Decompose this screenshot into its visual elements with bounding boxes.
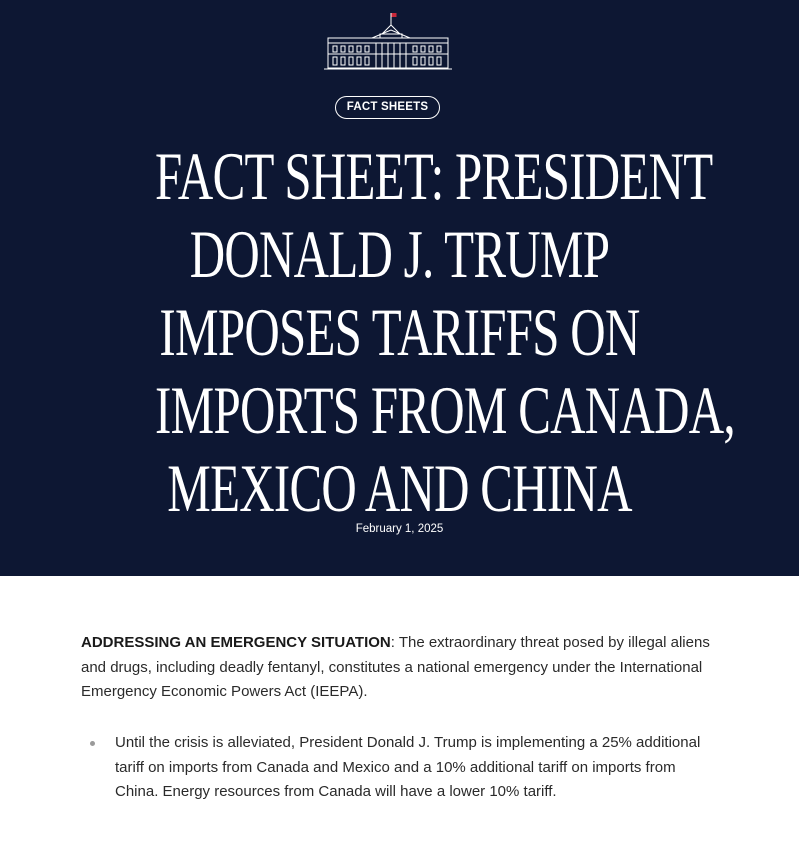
bullet-text: Until the crisis is alleviated, President Donald J. Trump is implementing a 25% additional tariff on imports from Canada and Mexico and a 10% additional tariff on imports from China. Energy resources from Canada will have a lower 10% tariff. <box>115 734 701 800</box>
title-line: IMPORTS FROM CANADA, <box>155 372 735 448</box>
page-title <box>155 137 735 527</box>
title-line: IMPOSES TARIFFS ON <box>159 294 640 370</box>
fact-sheets-category-link[interactable]: FACT SHEETS <box>335 96 440 119</box>
title-line: DONALD J. TRUMP <box>189 216 610 292</box>
intro-paragraph <box>81 631 721 705</box>
publish-date: February 1, 2025 <box>355 523 444 535</box>
white-house-logo-icon[interactable] <box>324 10 452 72</box>
title-line: MEXICO AND CHINA <box>167 450 632 526</box>
bullet-list <box>90 731 710 805</box>
title-line: FACT SHEET: PRESIDENT <box>155 138 713 214</box>
bullet-icon <box>90 741 95 746</box>
intro-heading: ADDRESSING AN EMERGENCY SITUATION <box>81 634 391 651</box>
list-item <box>90 731 710 805</box>
intro-text: : The extraordinary threat posed by illegal aliens and drugs, including deadly fentanyl, constitutes a national emergency under the International Emergency Economic Powers Act (IEEPA). <box>81 634 710 700</box>
